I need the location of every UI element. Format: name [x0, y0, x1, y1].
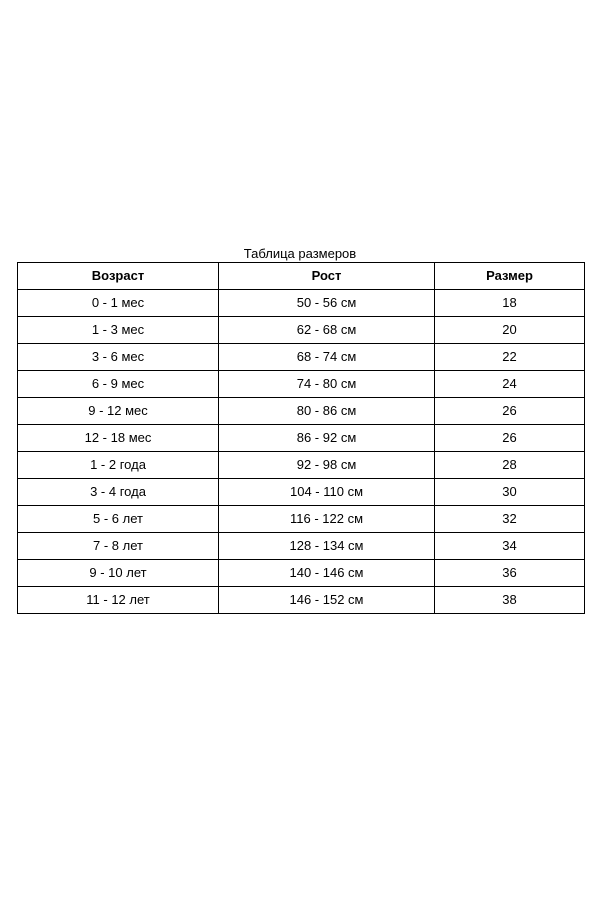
cell-size: 24 — [435, 371, 585, 398]
cell-size: 38 — [435, 587, 585, 614]
cell-height: 80 - 86 см — [219, 398, 435, 425]
table-row — [18, 452, 585, 479]
table-row — [18, 479, 585, 506]
cell-age: 5 - 6 лет — [18, 506, 219, 533]
table-caption: Таблица размеров — [243, 246, 357, 261]
table-row — [18, 506, 585, 533]
cell-height: 140 - 146 см — [219, 560, 435, 587]
table-header-row — [18, 263, 585, 290]
cell-age: 6 - 9 мес — [18, 371, 219, 398]
table-row — [18, 533, 585, 560]
cell-height: 68 - 74 см — [219, 344, 435, 371]
table-row — [18, 290, 585, 317]
cell-size: 26 — [435, 398, 585, 425]
table-row — [18, 371, 585, 398]
cell-age: 0 - 1 мес — [18, 290, 219, 317]
cell-height: 86 - 92 см — [219, 425, 435, 452]
header-size: Размер — [435, 263, 585, 290]
table-row — [18, 560, 585, 587]
cell-height: 50 - 56 см — [219, 290, 435, 317]
cell-age: 7 - 8 лет — [18, 533, 219, 560]
cell-size: 32 — [435, 506, 585, 533]
cell-size: 36 — [435, 560, 585, 587]
cell-height: 104 - 110 см — [219, 479, 435, 506]
cell-height: 74 - 80 см — [219, 371, 435, 398]
cell-height: 62 - 68 см — [219, 317, 435, 344]
table-row — [18, 587, 585, 614]
cell-age: 9 - 10 лет — [18, 560, 219, 587]
header-age: Возраст — [18, 263, 219, 290]
cell-size: 28 — [435, 452, 585, 479]
table-row — [18, 317, 585, 344]
cell-size: 26 — [435, 425, 585, 452]
cell-height: 116 - 122 см — [219, 506, 435, 533]
cell-age: 3 - 6 мес — [18, 344, 219, 371]
cell-age: 3 - 4 года — [18, 479, 219, 506]
cell-age: 9 - 12 мес — [18, 398, 219, 425]
cell-height: 146 - 152 см — [219, 587, 435, 614]
cell-size: 34 — [435, 533, 585, 560]
size-chart-table — [17, 262, 585, 614]
cell-height: 128 - 134 см — [219, 533, 435, 560]
cell-size: 18 — [435, 290, 585, 317]
table-row — [18, 344, 585, 371]
cell-size: 30 — [435, 479, 585, 506]
cell-age: 1 - 2 года — [18, 452, 219, 479]
cell-age: 11 - 12 лет — [18, 587, 219, 614]
table-row — [18, 398, 585, 425]
header-height: Рост — [219, 263, 435, 290]
cell-height: 92 - 98 см — [219, 452, 435, 479]
table-row — [18, 425, 585, 452]
cell-age: 1 - 3 мес — [18, 317, 219, 344]
cell-size: 20 — [435, 317, 585, 344]
cell-size: 22 — [435, 344, 585, 371]
cell-age: 12 - 18 мес — [18, 425, 219, 452]
